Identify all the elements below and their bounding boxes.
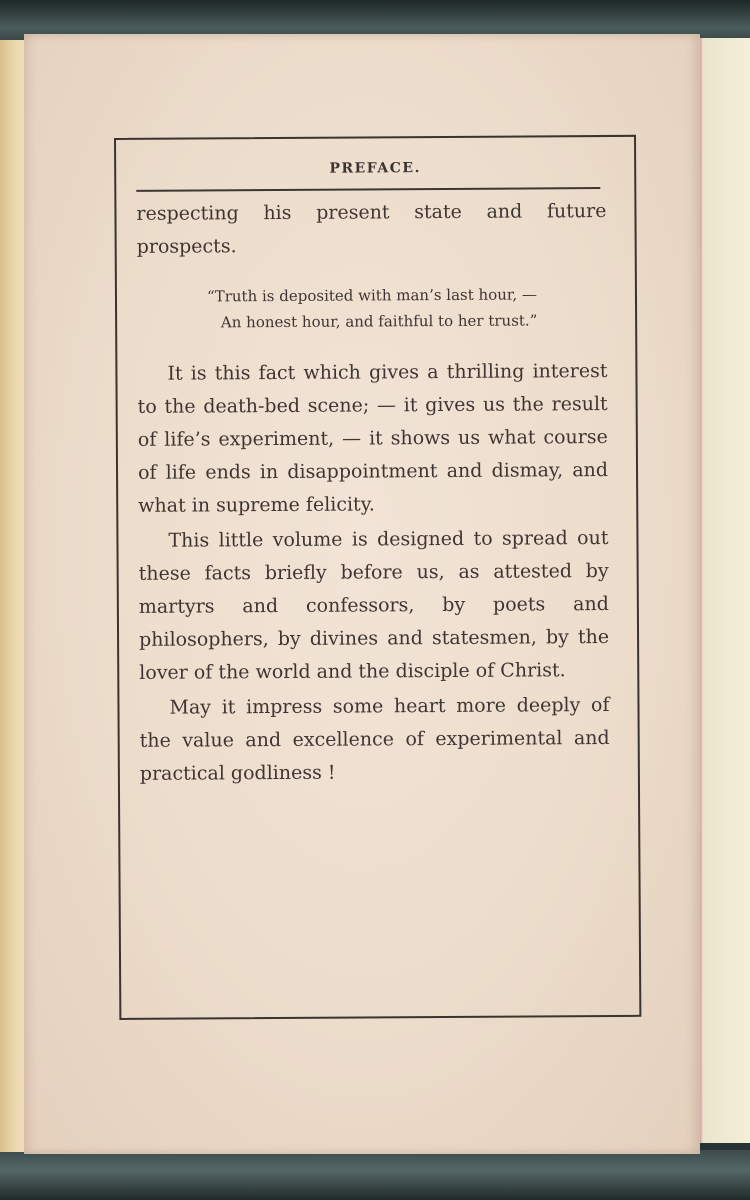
quote-line-1: “Truth is deposited with man’s last hour, — <box>206 285 537 306</box>
paragraph: This little volume is designed to spread out these facts briefly before us, as attested by martyrs and confessors, by poets and philosophers, by divines and statesmen, by the lover of the world and the disciple of Christ. <box>138 526 610 684</box>
verse-quote <box>137 281 607 336</box>
paragraph: It is this fact which gives a thrilling interest to the death-bed scene; — it gives us the result of life’s experiment, — it shows us what course of life ends in disappointment and dismay, and what in supreme felicity. <box>137 359 609 517</box>
head-rule <box>136 187 600 192</box>
quote-line-2: An honest hour, and faithful to her trust.” <box>220 311 538 332</box>
paragraph: May it impress some heart more deeply of the value and excellence of experimental and practical godliness ! <box>139 693 610 785</box>
continued-paragraph: respecting his present state and future prospects. <box>136 199 607 258</box>
text-block-frame <box>114 135 641 1020</box>
running-head: PREFACE. <box>329 160 421 177</box>
body-text <box>136 195 610 791</box>
book-page <box>24 34 700 1154</box>
book-cover-bottom <box>0 1150 750 1200</box>
